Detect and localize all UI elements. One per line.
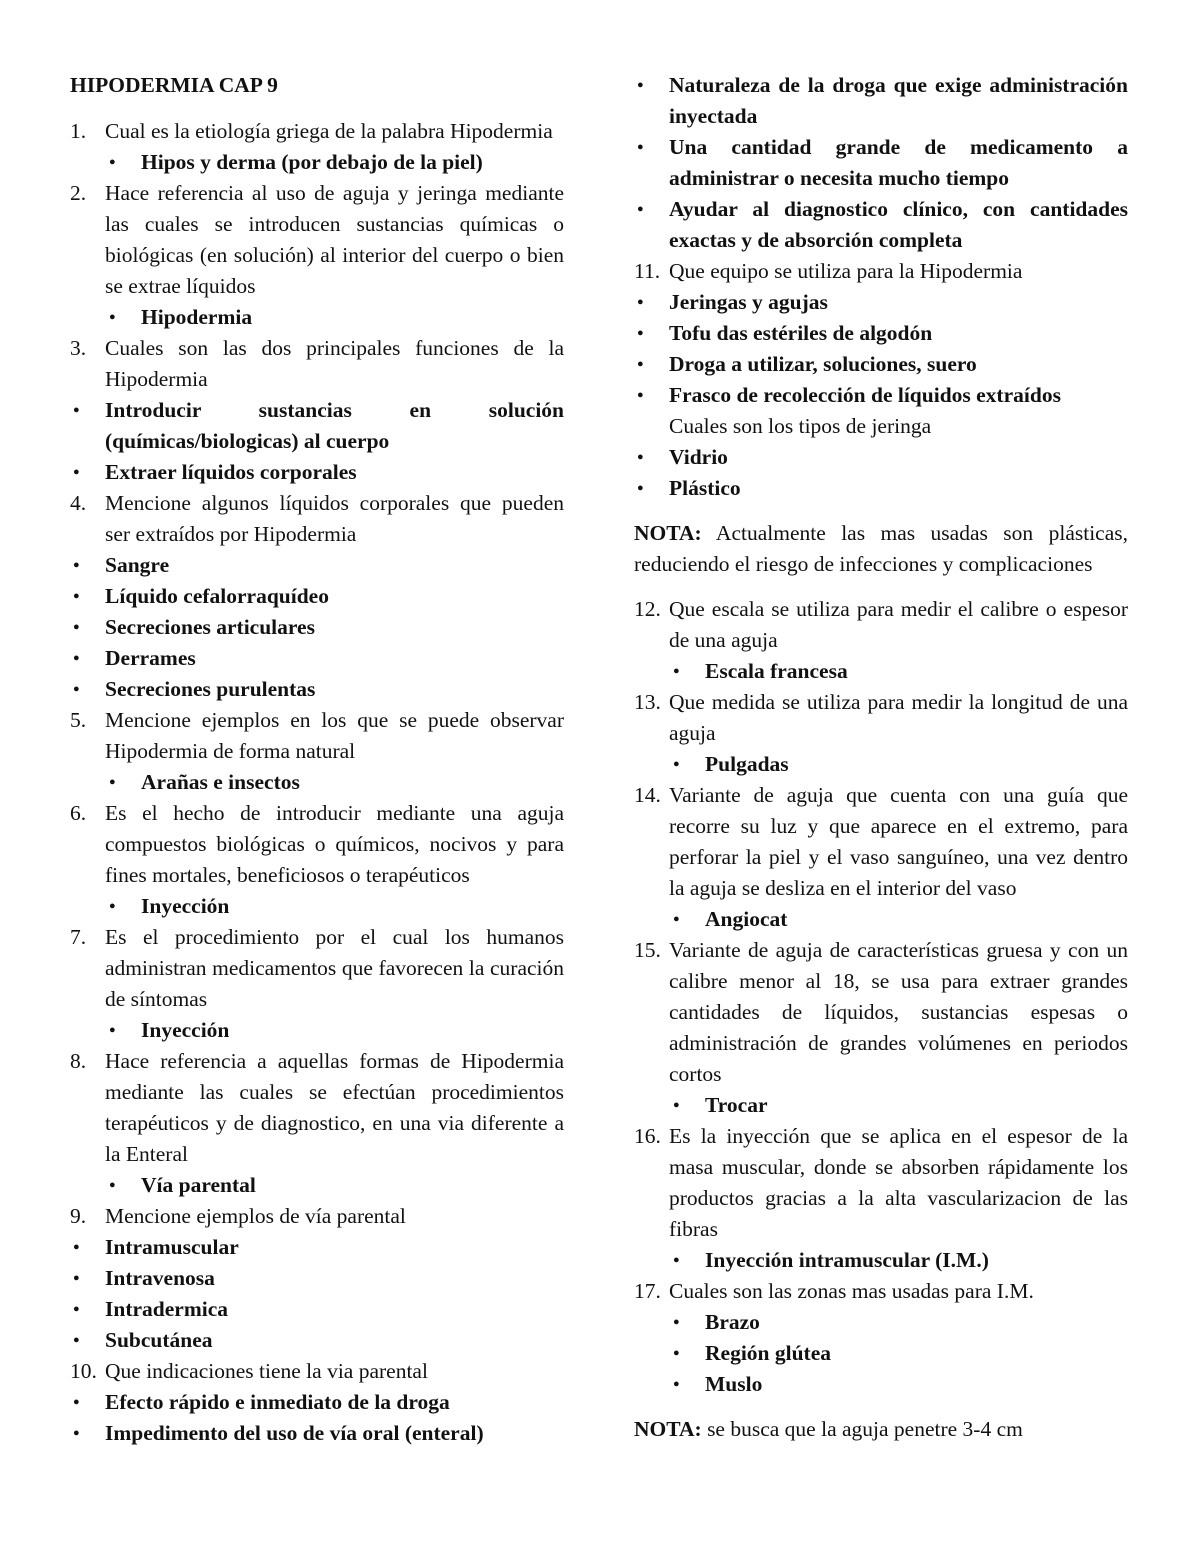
answer-item: ● Trocar bbox=[634, 1090, 1128, 1121]
answer-item: ● Intradermica bbox=[70, 1294, 564, 1325]
answer-item: ● Impedimento del uso de vía oral (enteral) bbox=[70, 1418, 564, 1449]
answer-item: ● Una cantidad grande de medicamento a administrar o necesita mucho tiempo bbox=[634, 132, 1128, 194]
answer-item: ● Angiocat bbox=[634, 904, 1128, 935]
question-15: 15. Variante de aguja de características gruesa y con un calibre menor al 18, se usa para extraer grandes cantidades de líquidos, sustancias espesas o administración de grandes volúmenes en periodos cortos bbox=[634, 938, 1128, 1086]
answer-item: ● Hipodermia bbox=[70, 302, 564, 333]
question-16: 16. Es la inyección que se aplica en el espesor de la masa muscular, donde se absorben rápidamente los productos gracias a la alta vascularizacion de las fibras bbox=[634, 1124, 1128, 1241]
note-aguja: NOTA: se busca que la aguja penetre 3-4 cm bbox=[634, 1417, 1023, 1441]
answer-item: ● Introducir sustancias en solución (químicas/biologicas) al cuerpo bbox=[70, 395, 564, 457]
answer-item: ● Naturaleza de la droga que exige administración inyectada bbox=[634, 70, 1128, 132]
answer-item: ● Subcutánea bbox=[70, 1325, 564, 1356]
answer-item: ● Sangre bbox=[70, 550, 564, 581]
question-17: 17. Cuales son las zonas mas usadas para I.M. bbox=[634, 1279, 1034, 1303]
question-12: 12. Que escala se utiliza para medir el calibre o espesor de una aguja bbox=[634, 597, 1128, 652]
answer-item: ● Tofu das estériles de algodón bbox=[634, 318, 1128, 349]
answer-item: ● Intravenosa bbox=[70, 1263, 564, 1294]
answer-item: ● Inyección intramuscular (I.M.) bbox=[634, 1245, 1128, 1276]
answer-item: ● Frasco de recolección de líquidos extraídos bbox=[634, 380, 1128, 411]
question-1: 1. Cual es la etiología griega de la palabra Hipodermia bbox=[70, 119, 553, 143]
question-13: 13. Que medida se utiliza para medir la longitud de una aguja bbox=[634, 690, 1128, 745]
right-column bbox=[634, 70, 1128, 1459]
question-11: 11. Que equipo se utiliza para la Hipodermia bbox=[634, 259, 1023, 283]
answer-item: ● Región glútea bbox=[634, 1338, 1128, 1369]
answer-item: ● Secreciones articulares bbox=[70, 612, 564, 643]
question-14: 14. Variante de aguja que cuenta con una guía que recorre su luz y que aparece en el extremo, para perforar la piel y el vaso sanguíneo, una vez dentro la aguja se desliza en el interior del vaso bbox=[634, 783, 1128, 900]
answer-item: ● Brazo bbox=[634, 1307, 1128, 1338]
answer-item: ● Droga a utilizar, soluciones, suero bbox=[634, 349, 1128, 380]
answer-item: ● Inyección bbox=[70, 1015, 564, 1046]
answer-item: ● Muslo bbox=[634, 1369, 1128, 1400]
question-10: 10. Que indicaciones tiene la via parental bbox=[70, 1359, 428, 1383]
answer-item: ● Extraer líquidos corporales bbox=[70, 457, 564, 488]
question-6: 6. Es el hecho de introducir mediante una aguja compuestos biológicas o químicos, nocivos y para fines mortales, beneficiosos o terapéuticos bbox=[70, 801, 564, 887]
answer-item: ● Hipos y derma (por debajo de la piel) bbox=[70, 147, 564, 178]
note-plasticas: NOTA: Actualmente las mas usadas son plásticas, reduciendo el riesgo de infecciones y complicaciones bbox=[634, 521, 1128, 576]
sub-question: Cuales son los tipos de jeringa bbox=[669, 414, 932, 438]
answer-item: ● Líquido cefalorraquídeo bbox=[70, 581, 564, 612]
answer-item: ● Inyección bbox=[70, 891, 564, 922]
document-title: HIPODERMIA CAP 9 bbox=[70, 73, 278, 97]
answer-item: ● Ayudar al diagnostico clínico, con cantidades exactas y de absorción completa bbox=[634, 194, 1128, 256]
question-5: 5. Mencione ejemplos en los que se puede observar Hipodermia de forma natural bbox=[70, 708, 564, 763]
answer-item: ● Jeringas y agujas bbox=[634, 287, 1128, 318]
answer-item: ● Efecto rápido e inmediato de la droga bbox=[70, 1387, 564, 1418]
question-2: 2. Hace referencia al uso de aguja y jeringa mediante las cuales se introducen sustancias químicas o biológicas (en solución) al interior del cuerpo o bien se extrae líquidos bbox=[70, 181, 564, 298]
answer-item: ● Intramuscular bbox=[70, 1232, 564, 1263]
answer-item: ● Derrames bbox=[70, 643, 564, 674]
question-7: 7. Es el procedimiento por el cual los humanos administran medicamentos que favorecen la curación de síntomas bbox=[70, 925, 564, 1011]
answer-item: ● Pulgadas bbox=[634, 749, 1128, 780]
question-3: 3. Cuales son las dos principales funciones de la Hipodermia bbox=[70, 336, 564, 391]
answer-item: ● Plástico bbox=[634, 473, 1128, 504]
answer-item: ● Vía parental bbox=[70, 1170, 564, 1201]
answer-item: ● Secreciones purulentas bbox=[70, 674, 564, 705]
question-4: 4. Mencione algunos líquidos corporales que pueden ser extraídos por Hipodermia bbox=[70, 491, 564, 546]
question-9: 9. Mencione ejemplos de vía parental bbox=[70, 1204, 406, 1228]
left-column bbox=[70, 70, 564, 1449]
answer-item: ● Vidrio bbox=[634, 442, 1128, 473]
question-8: 8. Hace referencia a aquellas formas de Hipodermia mediante las cuales se efectúan procedimientos terapéuticos y de diagnostico, en una via diferente a la Enteral bbox=[70, 1049, 564, 1166]
answer-item: ● Arañas e insectos bbox=[70, 767, 564, 798]
answer-item: ● Escala francesa bbox=[634, 656, 1128, 687]
